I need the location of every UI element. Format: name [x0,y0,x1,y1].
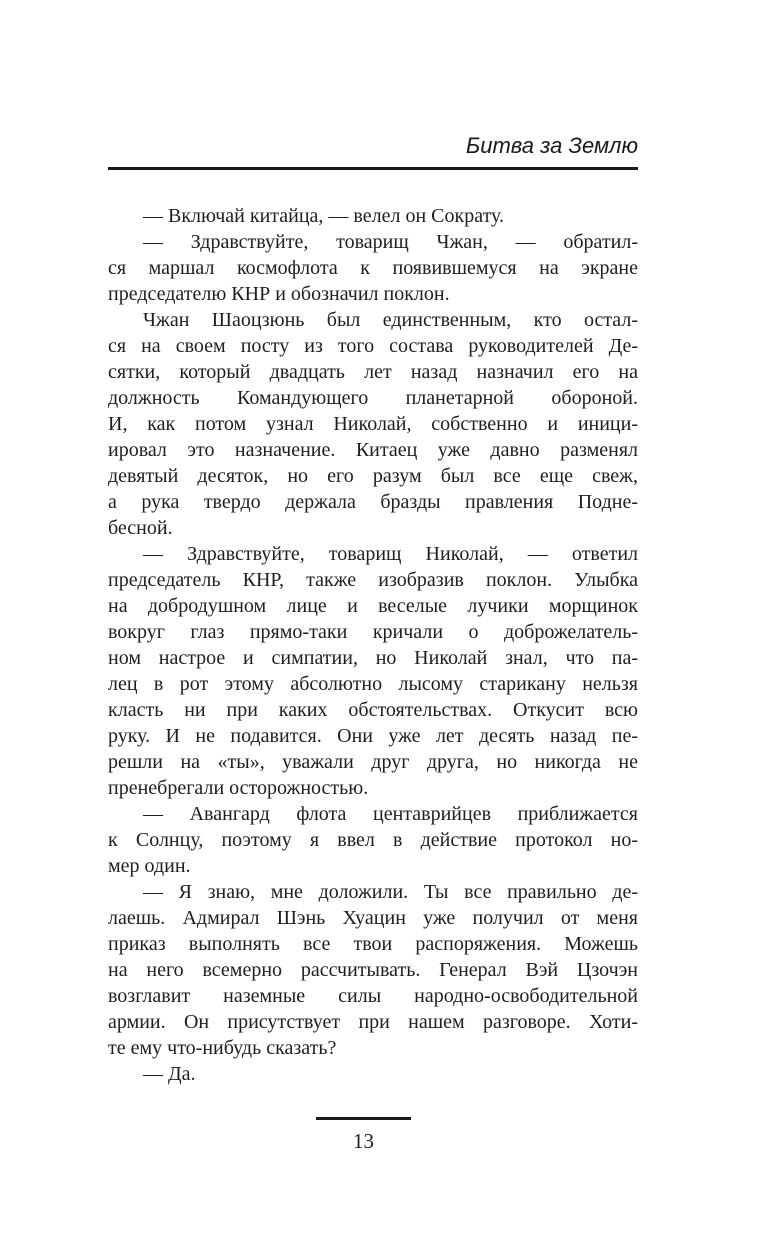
running-header-title: Битва за Землю [465,133,638,158]
text-line: — Здравствуйте, товарищ Николай, — ответил [143,543,638,565]
text-line: — Здравствуйте, товарищ Чжан, — обратил- [143,231,638,253]
page-body-text [108,203,638,1087]
text-line: Чжан Шаоцзюнь был единственным, кто остал- [143,309,638,331]
text-line: возглавит наземные силы народно-освободительной [108,985,638,1007]
text-line: к Солнцу, поэтому я ввел в действие протокол но- [108,829,638,851]
text-line: сятки, который двадцать лет назад назначил его на [108,361,638,383]
text-line: лаешь. Адмирал Шэнь Хуацин уже получил от меня [108,907,638,929]
text-line: ся на своем посту из того состава руководителей Де- [108,335,638,357]
text-line: И, как потом узнал Николай, собственно и иници- [108,413,638,435]
text-line: а рука твердо держала бразды правления Подне- [108,491,638,513]
header-rule [108,167,638,170]
text-line: на добродушном лице и веселые лучики морщинок [108,595,638,617]
text-line: мер один. [108,855,191,877]
text-line: бесной. [108,517,173,539]
text-line: — Включай китайца, — велел он Сократу. [143,205,505,227]
text-line: решли на «ты», уважали друг друга, но никогда не [108,751,638,773]
text-line: председателю КНР и обозначил поклон. [108,283,450,305]
page-number: 13 [353,1129,374,1153]
text-line: — Да. [143,1063,196,1085]
text-line: ировал это назначение. Китаец уже давно разменял [108,439,638,461]
text-line: те ему что-нибудь сказать? [108,1037,337,1059]
text-line: пренебрегали осторожностью. [108,777,369,799]
text-line: должность Командующего планетарной обороной. [108,387,638,409]
text-line: ном настрое и симпатии, но Николай знал, что па- [108,647,638,669]
text-line: девятый десяток, но его разум был все еще свеж, [108,465,638,487]
text-line: — Я знаю, мне доложили. Ты все правильно де- [143,881,638,903]
text-line: руку. И не подавится. Они уже лет десять назад пе- [108,725,638,747]
text-line: лец в рот этому абсолютно лысому старикану нельзя [108,673,638,695]
text-line: ся маршал космофлота к появившемуся на экране [108,257,638,279]
text-line: председатель КНР, также изобразив поклон. Улыбка [108,569,638,591]
page-footer [108,1117,638,1153]
footer-rule [316,1117,411,1120]
text-block [108,0,638,1087]
text-line: армии. Он присутствует при нашем разговоре. Хоти- [108,1011,638,1033]
text-line: — Авангард флота центаврийцев приближается [143,803,638,825]
text-line: класть ни при каких обстоятельствах. Откусит всю [108,699,638,721]
text-line: приказ выполнять все твои распоряжения. Можешь [108,933,638,955]
text-line: вокруг глаз прямо-таки кричали о доброжелатель- [108,621,638,643]
text-line: на него всемерно рассчитывать. Генерал Вэй Цзочэн [108,959,638,981]
